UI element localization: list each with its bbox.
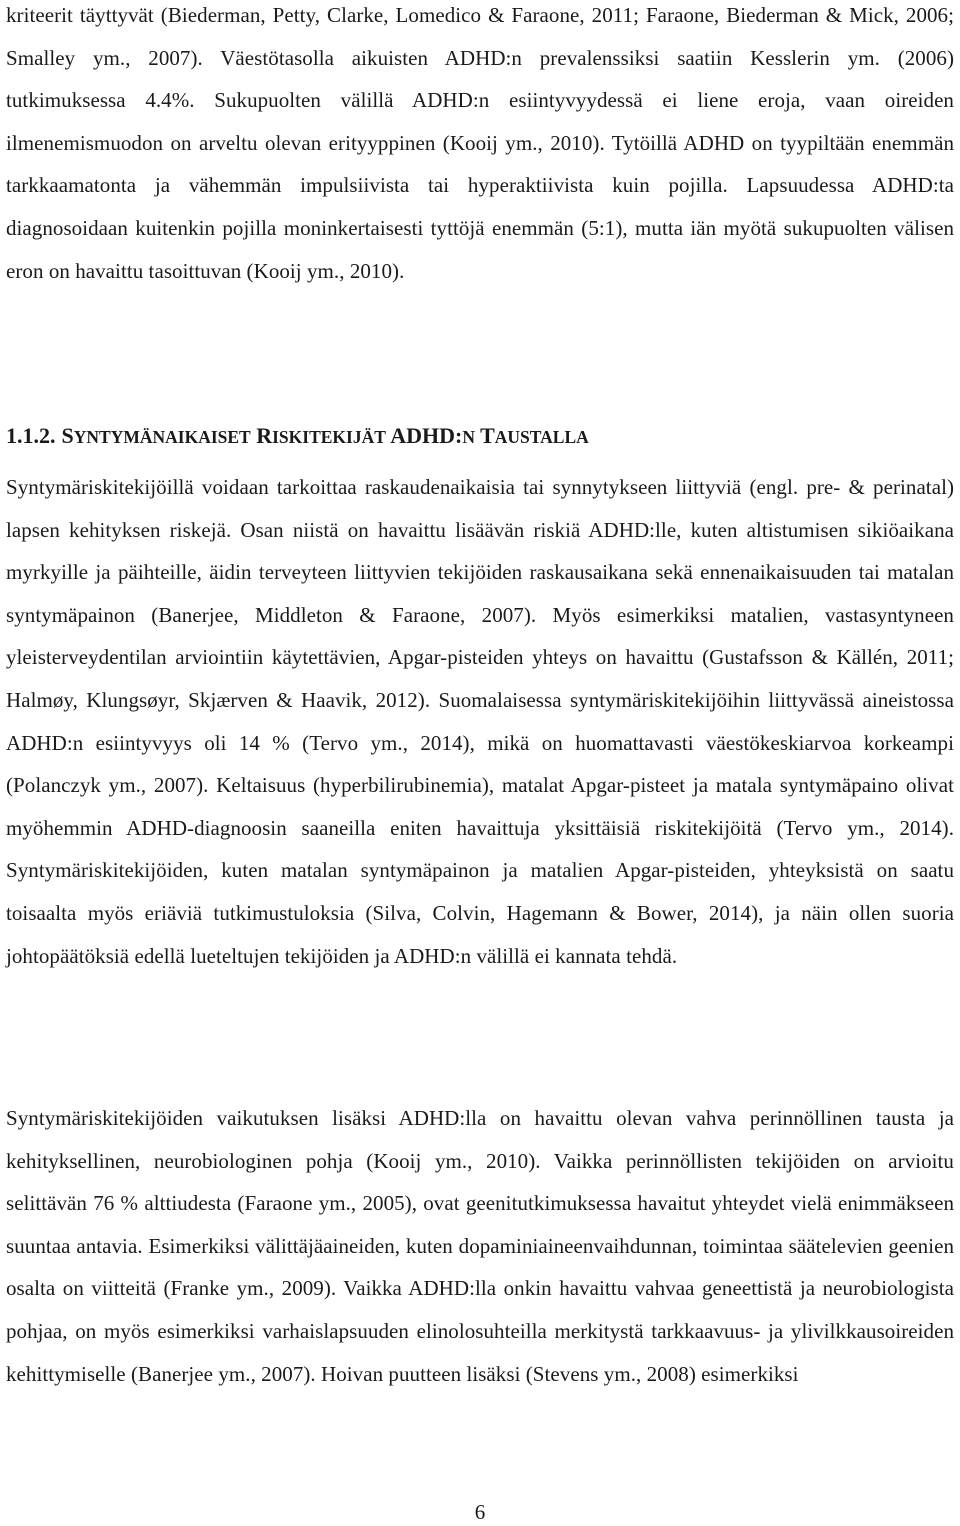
heading-part-2: ISKITEKIJÄT [272, 427, 386, 447]
section-number: 1.1.2. [6, 423, 56, 448]
heading-part-3: AUSTALLA [494, 427, 589, 447]
heading-part-1: YNTYMÄNAIKAISET [73, 427, 251, 447]
heading-adhd: ADHD: [390, 423, 463, 448]
page-number: 6 [474, 1500, 486, 1524]
section-heading [6, 414, 954, 459]
heading-s-initial: S [61, 423, 74, 448]
heading-r-initial: R [256, 423, 273, 448]
body-paragraph-heredity: Syntymäriskitekijöiden vaikutuksen lisäksi ADHD:lla on havaittu olevan vahva perinnöllinen tausta ja kehityksellinen, neurobiologinen pohja (Kooij ym., 2010). Vaikka perinnöllisten tekijöiden on arvioitu selittävän 76 % alttiudesta (Faraone ym., 2005), ovat geenitutkimuksessa havaitut yhteydet vielä enimmäkseen suuntaa antavia. Esimerkiksi välittäjäaineiden, kuten dopaminiaineenvaihdunnan, toimintaa säätelevien geenien osalta on viitteitä (Franke ym., 2009). Vaikka ADHD:lla onkin havaittu vahvaa geneettistä ja neurobiologista pohjaa, on myös esimerkiksi varhaislapsuuden elinolosuhteilla merkitystä tarkkaavuus- ja ylivilkkausoireiden kehittymiselle (Banerjee ym., 2007). Hoivan puutteen lisäksi (Stevens ym., 2008) esimerkiksi [6, 1106, 954, 1386]
body-paragraph-prevalence: kriteerit täyttyvät (Biederman, Petty, Clarke, Lomedico & Faraone, 2011; Faraone, Biederman & Mick, 2006; Smalley ym., 2007). Väestötasolla aikuisten ADHD:n prevalenssiksi saatiin Kesslerin ym. (2006) tutkimuksessa 4.4%. Sukupuolten välillä ADHD:n esiintyvyydessä ei liene eroja, vaan oireiden ilmenemismuodon on arveltu olevan erityyppinen (Kooij ym., 2010). Tytöillä ADHD on tyypiltään enemmän tarkkaamatonta ja vähemmän impulsiivista tai hyperaktiivista kuin pojilla. Lapsuudessa ADHD:ta diagnosoidaan kuitenkin pojilla moninkertaisesti tyttöjä enemmän (5:1), mutta iän myötä sukupuolten välisen eron on havaittu tasoittuvan (Kooij ym., 2010). [6, 3, 954, 283]
body-paragraph-birth-risks: Syntymäriskitekijöillä voidaan tarkoittaa raskaudenaikaisia tai synnytykseen liittyviä (engl. pre- & perinatal) lapsen kehityksen riskejä. Osan niistä on havaittu lisäävän riskiä ADHD:lle, kuten altistumisen sikiöaikana myrkyille ja päihteille, äidin terveyteen liittyvien tekijöiden raskausaikana sekä ennenaikaisuuden tai matalan syntymäpainon (Banerjee, Middleton & Faraone, 2007). Myös esimerkiksi matalien, vastasyntyneen yleisterveydentilan arviointiin käytettävien, Apgar-pisteiden yhteys on havaittu (Gustafsson & Källén, 2011; Halmøy, Klungsøyr, Skjærven & Haavik, 2012). Suomalaisessa syntymäriskitekijöihin liittyvässä aineistossa ADHD:n esiintyvyys oli 14 % (Tervo ym., 2014), mikä on huomattavasti väestökeskiarvoa korkeampi (Polanczyk ym., 2007). Keltaisuus (hyperbilirubinemia), matalat Apgar-pisteet ja matala syntymäpaino olivat myöhemmin ADHD-diagnoosin saaneilla eniten havaittuja yksittäisiä riskitekijöitä (Tervo ym., 2014). Syntymäriskitekijöiden, kuten matalan syntymäpainon ja matalien Apgar-pisteiden, yhteyksistä on saatu toisaalta myös eriäviä tutkimustuloksia (Silva, Colvin, Hagemann & Bower, 2014), ja näin ollen suoria johtopäätöksiä edellä lueteltujen tekijöiden ja ADHD:n välillä ei kannata tehdä. [6, 475, 954, 968]
heading-n-suffix: N [462, 427, 475, 447]
heading-t-initial: T [480, 423, 495, 448]
